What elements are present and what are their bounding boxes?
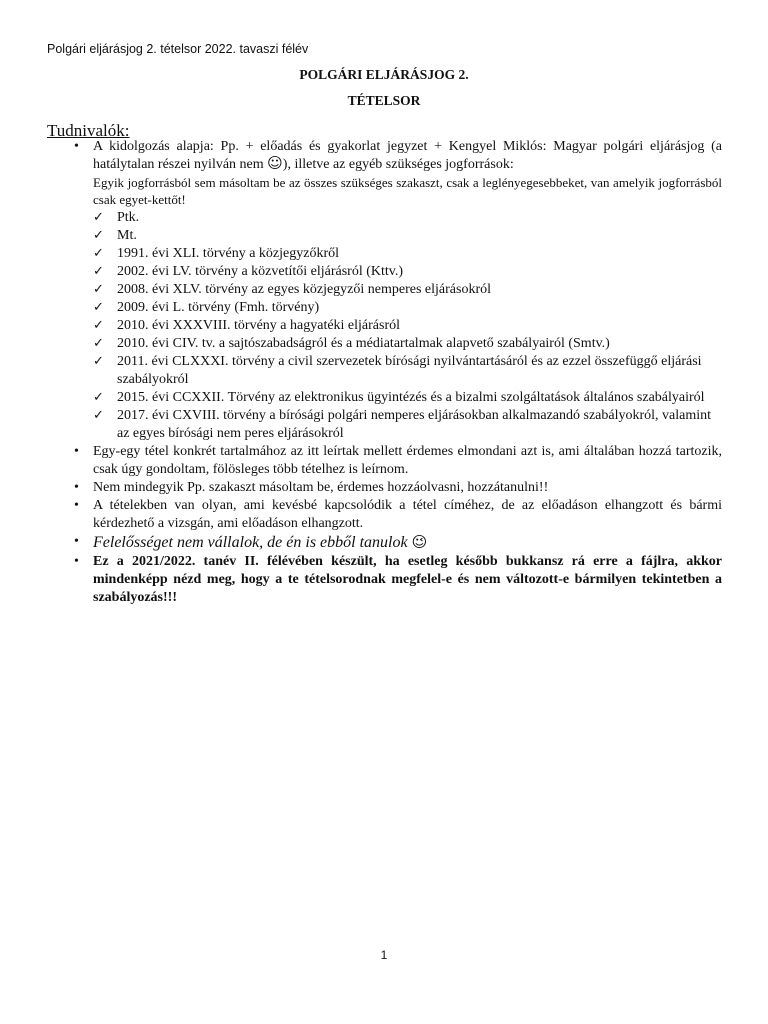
checklist-item-text: 2009. évi L. törvény (Fmh. törvény) [117, 300, 320, 315]
checklist-item-text: 2002. évi LV. törvény a közvetítői eljárásról (Kttv.) [117, 264, 404, 279]
bullet-icon: • [74, 534, 79, 549]
checklist-item-text: 1991. évi XLI. törvény a közjegyzőkről [117, 246, 339, 261]
source-checklist [93, 209, 722, 443]
disclaimer-text: Felelősséget nem vállalok, de én is ebből tanulok [93, 534, 412, 551]
sources-intro-text: A kidolgozás alapja: Pp. + előadás és gyakorlat jegyzet + Kengyel Miklós: Magyar polgári eljárásjog (a hatálytalan részei nyilván nem [93, 139, 722, 172]
checkmark-icon: ✓ [93, 246, 104, 261]
checklist-item-text: 2008. évi XLV. törvény az egyes közjegyzői nemperes eljárásokról [117, 282, 492, 297]
checklist-item [93, 209, 722, 227]
checklist-item [93, 389, 722, 407]
list-item-text: Egy-egy tétel konkrét tartalmához az itt leírtak mellett érdemes elmondani azt is, ami általában hozzá tartozik, csak úgy gondoltam, fölösleges több tételhez is leírnom. [93, 444, 722, 477]
checklist-item [93, 299, 722, 317]
disclaimer [93, 533, 722, 553]
sources-note: Egyik jogforrásból sem másoltam be az összes szükséges szakaszt, csak a leglényegesebbeket, van amelyik jogforrásból csak egyet-kettőt! [93, 175, 722, 207]
sources-intro [93, 138, 722, 174]
section-heading: Tudnivalók: [47, 121, 130, 140]
checkmark-icon: ✓ [93, 336, 104, 351]
checklist-item [93, 353, 722, 389]
bullet-icon: • [74, 480, 79, 495]
checklist-item-text: Ptk. [117, 210, 140, 225]
checkmark-icon: ✓ [93, 318, 104, 333]
list-item-lecture-note [70, 497, 722, 533]
document-subtitle: TÉTELSOR [347, 93, 421, 108]
checklist-item-text: 2010. évi XXXVIII. törvény a hagyatéki eljárásról [117, 318, 401, 333]
checkmark-icon: ✓ [93, 210, 104, 225]
checklist-item-text: 2017. évi CXVIII. törvény a bírósági polgári nemperes eljárásokban alkalmazandó szabályokról, valamint az egyes bírósági nem peres eljárásokról [117, 408, 712, 441]
checkmark-icon: ✓ [93, 264, 104, 279]
bullet-icon: • [74, 444, 79, 459]
checkmark-icon: ✓ [93, 408, 104, 423]
running-header: Polgári eljárásjog 2. tételsor 2022. tavaszi félév [47, 42, 309, 56]
notes-content [70, 138, 722, 607]
checkmark-icon: ✓ [93, 228, 104, 243]
checkmark-icon: ✓ [93, 354, 104, 369]
checklist-item [93, 335, 722, 353]
checklist-item [93, 227, 722, 245]
wink-smiley-icon: 😉 [411, 533, 428, 551]
list-item-disclaimer [70, 533, 722, 553]
checkmark-icon: ✓ [93, 282, 104, 297]
checklist-item-text: Mt. [117, 228, 137, 243]
checklist-item [93, 245, 722, 263]
checklist-item [93, 407, 722, 443]
list-item-warning [70, 553, 722, 607]
checklist-item [93, 281, 722, 299]
list-item-topic-content [70, 443, 722, 479]
list-item-text: A tételekben van olyan, ami kevésbé kapcsolódik a tétel címéhez, de az előadáson elhangzott és bármi kérdezhető a vizsgán, ami előadáson elhangzott. [93, 498, 722, 531]
checklist-item-text: 2011. évi CLXXXI. törvény a civil szervezetek bírósági nyilvántartásáról és az ezzel összefüggő eljárási szabályokról [117, 354, 702, 387]
checklist-item-text: 2015. évi CCXXII. Törvény az elektronikus ügyintézés és a bizalmi szolgáltatások általános szabályairól [117, 390, 705, 405]
page-number: 1 [380, 948, 388, 962]
bullet-icon: • [74, 139, 79, 154]
checklist-item-text: 2010. évi CIV. tv. a sajtószabadságról és a médiatartalmak alapvető szabályairól (Smtv.) [117, 336, 610, 351]
validity-warning: Ez a 2021/2022. tanév II. félévében készült, ha esetleg később bukkansz rá erre a fájlra, akkor mindenképp nézd meg, hogy a te tételsorodnak megfelel-e és nem változott-e bármilyen tekintetben a szabályozás!!! [93, 554, 722, 605]
bullet-icon: • [74, 498, 79, 513]
list-item-sources [70, 138, 722, 443]
checkmark-icon: ✓ [93, 390, 104, 405]
document-title: POLGÁRI ELJÁRÁSJOG 2. [299, 67, 469, 82]
checklist-item [93, 317, 722, 335]
list-item-text: Nem mindegyik Pp. szakaszt másoltam be, érdemes hozzáolvasni, hozzátanulni!! [93, 480, 549, 495]
bullet-icon: • [74, 554, 79, 569]
sources-intro-text-end: ), illetve az egyéb szükséges jogforrások: [282, 157, 514, 172]
smiley-icon: ☺ [267, 154, 283, 172]
checklist-item [93, 263, 722, 281]
list-item-pp-sections [70, 479, 722, 497]
checkmark-icon: ✓ [93, 300, 104, 315]
